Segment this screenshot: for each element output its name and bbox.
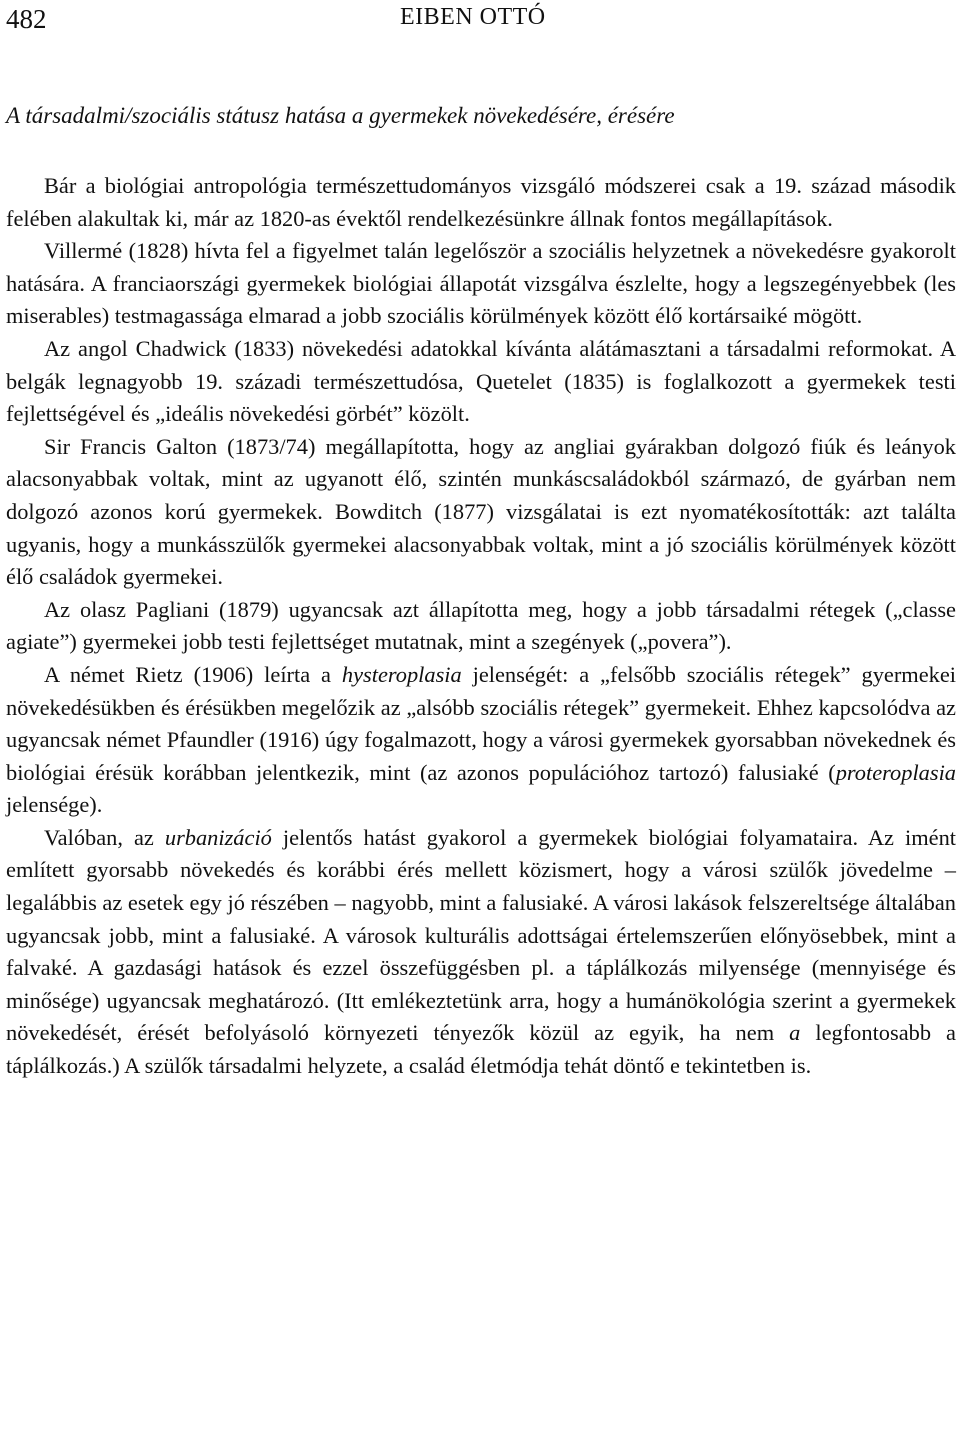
text-run: jelentős hatást gyakorol a gyermekek biológiai folyamataira. Az imént említett gyorsabb növekedés és korábbi érés mellett közismert, hogy a városi szülők jövedelme – legalábbis az esetek egy jó részében – nagyobb, mint a falusiaké. A városi lakások felszereltsége általában ugyancsak jobb, mint a falusiaké. A városok kulturális adottságai értelemszerűen előnyösebbek, mint a falvaké. A gazdasági hatások és ezzel összefüggésben pl. a táplálkozás milyensége (mennyisége és minősége) ugyancsak meghatározó. (Itt emlékeztetünk arra, hogy a humánökológia szerint a gyermekek növekedését, érését befolyásoló környezeti tényezők közül az egyik, ha nem — [6, 824, 956, 1046]
text-run: jelensége). — [6, 792, 103, 818]
text-run: Az olasz Pagliani (1879) ugyancsak azt állapította meg, hogy a jobb társadalmi rétegek („classe agiate”) gyermekei jobb testi fejlettséget mutatnak, mint a szegények („povera”). — [6, 596, 956, 655]
section-title: A társadalmi/szociális státusz hatása a gyermekek növekedésére, érésére — [6, 103, 675, 128]
page-header — [0, 4, 960, 40]
italic-term: hysteroplasia — [341, 661, 462, 687]
paragraph — [6, 235, 956, 333]
text-run: legfontosabb a táplálkozás.) A szülők társadalmi helyzete, a család életmódja tehát döntő e tekintetben is. — [6, 1020, 956, 1079]
running-head-author: EIBEN OTTÓ — [400, 4, 546, 30]
paragraph — [6, 594, 956, 659]
text-run: Bár a biológiai antropológia természettudományos vizsgáló módszerei csak a 19. század második felében alakultak ki, már az 1820-as évektől rendelkezésünkre állnak fontos megállapítások. — [6, 173, 956, 231]
paragraph — [6, 659, 956, 822]
text-run: Sir Francis Galton (1873/74) megállapította, hogy az angliai gyárakban dolgozó fiúk és leányok alacsonyabbak voltak, mint az ugyanott élő, szintén munkáscsaládokból származó, de gyárban nem dolgozó azonos korú gyermekek. Bowditch (1877) vizsgálatai is ezt nyomatékosították: azt találta ugyanis, hogy a munkásszülők gyermekei alacsonyabbak voltak, mint a jó szociális körülmények között élő családok gyermekei. — [6, 433, 956, 590]
paragraph — [6, 822, 956, 1083]
italic-term: a — [789, 1020, 801, 1046]
paragraph — [6, 431, 956, 594]
italic-term: proteroplasia — [835, 759, 956, 785]
text-run: Az angol Chadwick (1833) növekedési adatokkal kívánta alátámasztani a társadalmi reformokat. A belgák legnagyobb 19. századi természettudósa, Quetelet (1835) is foglalkozott a gyermekek testi fejlettségével és „ideális növekedési görbét” közölt. — [6, 335, 956, 427]
text-run: Valóban, az — [44, 824, 165, 850]
paragraph — [6, 333, 956, 431]
text-run: jelenségét: a „felsőbb szociális rétegek” gyermekei növekedésükben és érésükben megelőzik az „alsóbb szociális rétegek” gyermekeit. Ehhez kapcsolódva az ugyancsak német Pfaundler (1916) úgy fogalmazott, hogy a városi gyermekek gyorsabban növekednek és biológiai érésük korábban jelentkezik, mint (az azonos populációhoz tartozó) falusiaké ( — [6, 661, 956, 785]
italic-term: urbanizáció — [164, 824, 272, 850]
page-number: 482 — [6, 4, 47, 34]
body-text — [6, 170, 956, 1083]
paragraph — [6, 170, 956, 235]
text-run: Villermé (1828) hívta fel a figyelmet talán legelőször a szociális helyzetnek a növekedésre gyakorolt hatására. A franciaországi gyermekek biológiai állapotát vizsgálva észlelte, hogy a legszegényebbek (les miserables) testmagassága elmarad a jobb szociális körülmények között élő kortársaiké mögött. — [6, 238, 956, 329]
text-run: A német Rietz (1906) leírta a — [44, 661, 342, 687]
